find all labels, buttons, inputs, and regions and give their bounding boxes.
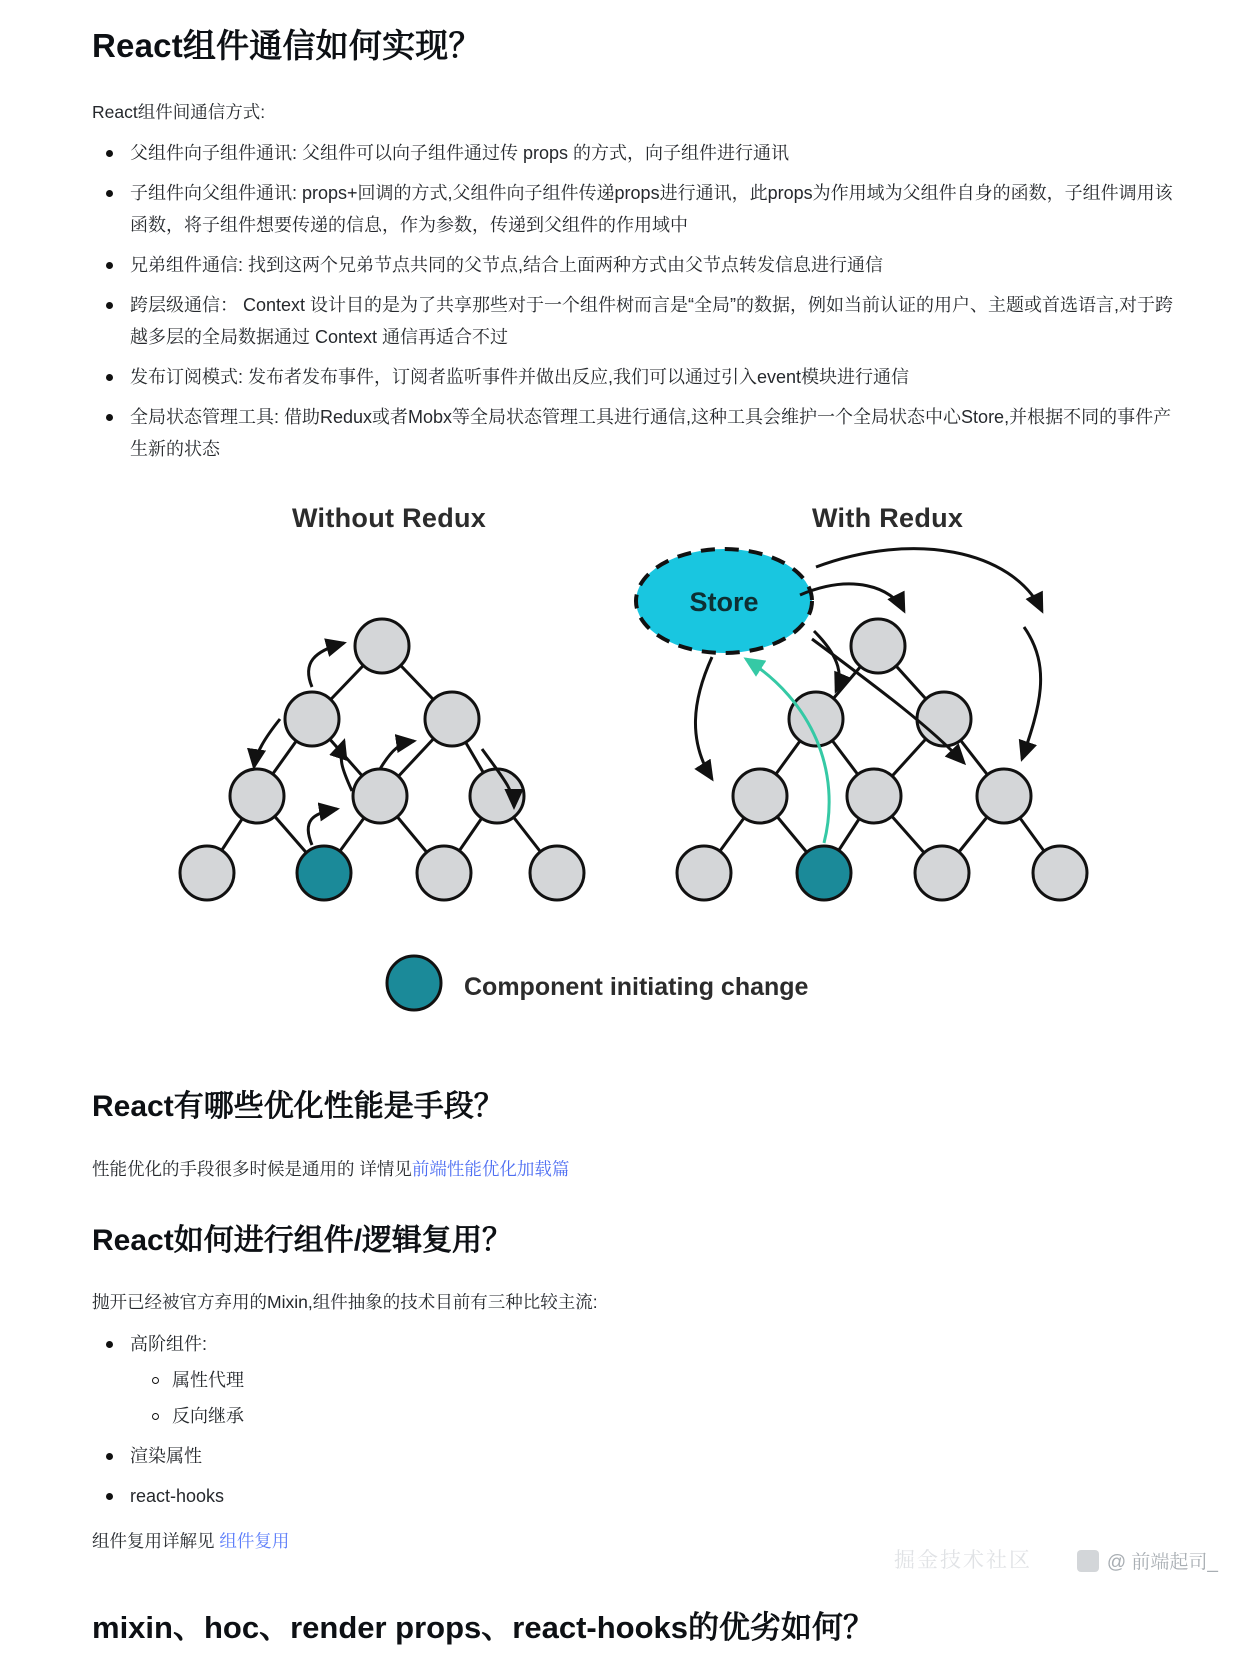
list-item [172,1400,1182,1432]
legend-label: Component initiating change [464,973,809,1002]
list-item-label: 反向继承 [172,1405,244,1426]
section-title-performance: React有哪些优化性能是手段？ [92,1090,504,1124]
redux-diagram-svg [152,491,1152,1051]
figure-left-title: Without Redux [292,503,487,534]
section-title-reuse: React如何进行组件/逻辑复用？ [92,1223,513,1257]
list-item-label: 父组件向子组件通讯: 父组件可以向子组件通过传 props 的方式，向子组件进行通讯 [130,143,790,164]
list-item [126,1328,1182,1432]
list-item-label: 兄弟组件通信: 找到这两个兄弟节点共同的父节点,结合上面两种方式由父节点转发信息进行通信 [130,255,883,276]
reuse-footer-text: 组件复用详解见 [92,1530,215,1551]
list-item [126,177,1182,241]
list-item [126,361,1182,393]
redux-comparison-figure [152,491,1152,1051]
list-item-label: react-hooks [130,1485,225,1506]
page-title: React组件通信如何实现？ [92,27,482,64]
list-item [126,137,1182,169]
list-item-label: 跨层级通信： Context 设计目的是为了共享那些对于一个组件树而言是“全局”的数据，例如当前认证的用户、主题或首选语言,对于跨越多层的全局数据通过 Context 通信再适合不过 [130,295,1174,348]
figure-right-title: With Redux [812,503,964,534]
performance-paragraph [92,1154,1182,1185]
performance-link[interactable]: 前端性能优化加载篇 [411,1158,570,1179]
reuse-footer-link[interactable]: 组件复用 [219,1530,290,1551]
reuse-sublist [130,1364,1182,1432]
intro-paragraph: React组件间通信方式: [92,101,266,122]
list-item [126,401,1182,465]
list-item-label: 属性代理 [172,1369,244,1390]
list-item [126,289,1182,353]
list-item-label: 子组件向父组件通讯: props+回调的方式,父组件向子组件传递props进行通讯，此props为作用域为父组件自身的函数，子组件调用该函数，将子组件想要传递的信息，作为参数，传递到父组件的作用域中 [130,183,1173,236]
legend-node [387,956,441,1010]
store-label: Store [689,587,759,618]
list-item [172,1364,1182,1396]
reuse-footer [92,1526,1182,1557]
list-item-label: 高阶组件: [130,1333,208,1354]
watermark-ghost: 掘金技术社区 [894,1549,1032,1572]
reuse-list [92,1328,1182,1512]
list-item [126,1440,1182,1472]
list-item-label: 全局状态管理工具: 借助Redux或者Mobx等全局状态管理工具进行通信,这种工具会维护一个全局状态中心Store,并根据不同的事件产生新的状态 [130,407,1172,460]
performance-text: 性能优化的手段很多时候是通用的 详情见 [92,1158,412,1179]
list-item [126,249,1182,281]
list-item-label: 发布订阅模式: 发布者发布事件，订阅者监听事件并做出反应,我们可以通过引入event模块进行通信 [130,367,910,388]
list-item [126,1480,1182,1512]
watermark-text: @ 前端起司_ [1106,1552,1218,1573]
reuse-intro: 抛开已经被官方弃用的Mixin,组件抽象的技术目前有三种比较主流: [92,1292,598,1313]
section-title-comparison: mixin、hoc、render props、react-hooks的优劣如何？ [92,1610,875,1646]
communication-list [92,137,1182,465]
list-item-label: 渲染属性 [130,1445,202,1466]
